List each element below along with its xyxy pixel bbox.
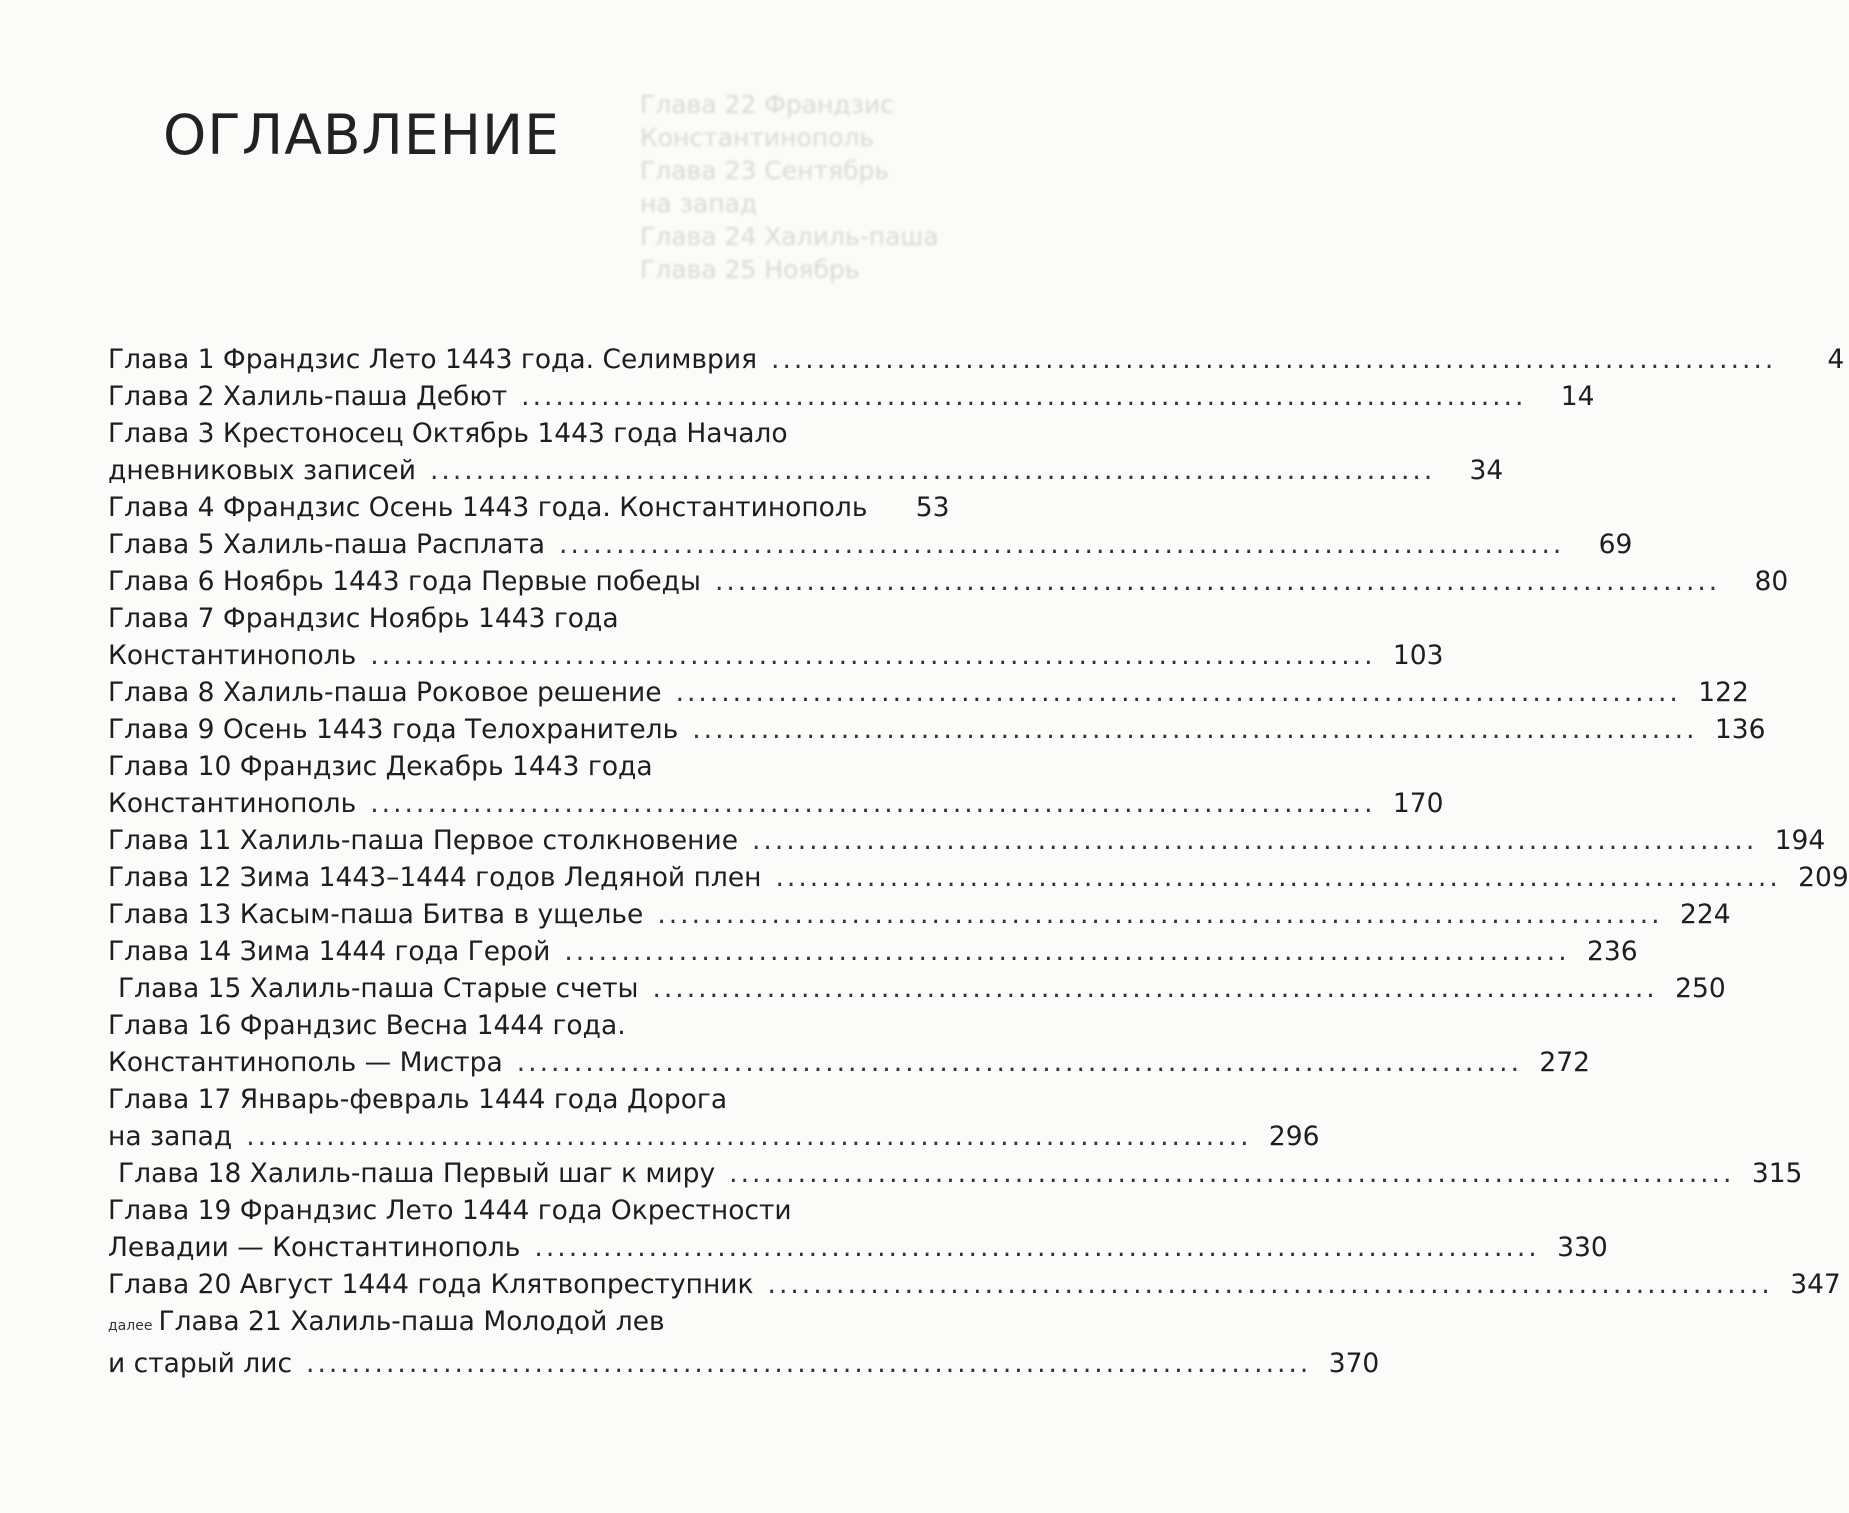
chapter-title: на запад: [108, 1121, 233, 1152]
toc-line: [108, 600, 912, 637]
bleed-through-line: Константинополь: [640, 123, 875, 152]
page-number: 315: [1751, 1158, 1803, 1189]
page-number: 136: [1714, 714, 1766, 745]
bleed-through-line: Глава 23 Сентябрь: [640, 156, 890, 185]
toc-line: [108, 637, 1444, 674]
toc-entry: [108, 933, 1638, 970]
toc-line: [108, 415, 912, 452]
bleed-through-line: Глава 25 Ноябрь: [640, 255, 860, 284]
toc-line: [108, 896, 1731, 933]
dot-leader: ........................................................................................: [714, 566, 1721, 597]
toc-entry: [108, 711, 1766, 748]
toc-entry: [108, 674, 1749, 711]
toc-line: [108, 1303, 912, 1345]
toc-entry: [108, 1303, 1380, 1382]
toc-line: [108, 1081, 912, 1118]
dot-leader: ........................................................................................: [771, 344, 1777, 375]
chapter-title: Константинополь: [108, 640, 357, 671]
page-number: 250: [1675, 973, 1726, 1004]
toc-line: [108, 526, 1633, 563]
dot-leader: ........................................................................................: [564, 936, 1570, 967]
page-number: 4: [1827, 344, 1845, 375]
chapter-title: Глава 11 Халиль-паша Первое столкновение: [108, 825, 738, 856]
toc-line: [108, 341, 1845, 378]
chapter-title: Глава 6 Ноябрь 1443 года Первые победы: [108, 566, 701, 597]
toc-entry: [108, 970, 1726, 1007]
chapter-title: Глава 12 Зима 1443–1444 годов Ледяной плен: [108, 862, 762, 893]
chapter-title: Глава 2 Халиль-паша Дебют: [108, 381, 508, 412]
dot-leader: ........................................................................................: [657, 899, 1663, 930]
dot-leader: ........................................................................................: [246, 1121, 1252, 1152]
toc-line: [108, 452, 1504, 489]
chapter-title: Глава 4 Франдзис Осень 1443 года. Константинополь: [108, 492, 868, 523]
chapter-title: Глава 3 Крестоносец Октябрь 1443 года Начало: [108, 418, 788, 449]
dot-leader: ........................................................................................: [534, 1232, 1540, 1263]
dot-leader: ........................................................................................: [692, 714, 1698, 745]
dot-leader: ........................................................................................: [429, 455, 1436, 486]
page-title: ОГЛАВЛЕНИЕ: [163, 103, 560, 167]
toc-entry: [108, 415, 1504, 489]
chapter-title: Глава 9 Осень 1443 года Телохранитель: [108, 714, 679, 745]
dot-leader: ........................................................................................: [559, 529, 1565, 560]
chapter-title: Глава 1 Франдзис Лето 1443 года. Селимврия: [108, 344, 758, 375]
dot-leader: ........................................................................................: [767, 1269, 1773, 1300]
table-of-contents: [108, 341, 1849, 1382]
page-number: 34: [1469, 455, 1504, 486]
page-number: 296: [1268, 1121, 1320, 1152]
dot-leader: ........................................................................................: [729, 1158, 1735, 1189]
toc-line: [108, 970, 1726, 1007]
page-number: 14: [1560, 381, 1595, 412]
chapter-title: Глава 10 Франдзис Декабрь 1443 года: [108, 751, 653, 782]
toc-entry: [108, 1155, 1803, 1192]
page-number: 272: [1539, 1047, 1590, 1078]
toc-entry: [108, 378, 1595, 415]
page-number: 122: [1698, 677, 1749, 708]
chapter-title: Глава 14 Зима 1444 года Герой: [108, 936, 551, 967]
page-number: 170: [1392, 788, 1444, 819]
page-number: 224: [1680, 899, 1731, 930]
page-number: 347: [1790, 1269, 1841, 1300]
chapter-title: Глава 19 Франдзис Лето 1444 года Окрестности: [108, 1195, 792, 1226]
chapter-title: и старый лис: [108, 1348, 293, 1379]
toc-entry: [108, 896, 1731, 933]
toc-line: [108, 1345, 1380, 1382]
toc-line: [108, 674, 1749, 711]
chapter-title: Глава 13 Касым-паша Битва в ущелье: [108, 899, 644, 930]
page-number: 103: [1392, 640, 1444, 671]
page-number: 370: [1328, 1348, 1380, 1379]
page-number: 236: [1587, 936, 1638, 967]
toc-entry: [108, 859, 1849, 896]
chapter-title: Глава 21 Халиль-паша Молодой лев: [158, 1306, 665, 1337]
chapter-title: Глава 20 Август 1444 года Клятвопреступник: [108, 1269, 754, 1300]
toc-line: [108, 822, 1826, 859]
dot-leader: ........................................................................................: [306, 1348, 1312, 1379]
toc-line: [108, 711, 1766, 748]
bleed-through-text: [640, 88, 1020, 286]
toc-line: [108, 859, 1849, 896]
chapter-title: Константинополь: [108, 788, 357, 819]
page-number: 53: [915, 492, 950, 523]
chapter-title: Глава 8 Халиль-паша Роковое решение: [108, 677, 662, 708]
toc-entry: [108, 563, 1789, 600]
toc-line: [108, 1266, 1841, 1303]
toc-entry: [108, 822, 1826, 859]
toc-line: [108, 378, 1595, 415]
chapter-title: Константинополь — Мистра: [108, 1047, 503, 1078]
page-number: 330: [1557, 1232, 1608, 1263]
toc-line: [108, 785, 1444, 822]
dot-leader: ........................................................................................: [370, 640, 1376, 671]
toc-line: [108, 1118, 1320, 1155]
dot-leader: ........................................................................................: [675, 677, 1681, 708]
toc-entry: [108, 341, 1845, 378]
toc-entry: [108, 1266, 1841, 1303]
toc-entry: [108, 489, 950, 526]
page-number: 69: [1598, 529, 1633, 560]
chapter-title: Глава 7 Франдзис Ноябрь 1443 года: [108, 603, 619, 634]
toc-line: [108, 1192, 912, 1229]
toc-line: [108, 1155, 1803, 1192]
toc-line: [108, 489, 950, 526]
dot-leader: ........................................................................................: [516, 1047, 1522, 1078]
toc-entry: [108, 1081, 1320, 1155]
toc-entry: [108, 1007, 1590, 1081]
toc-line: [108, 1007, 912, 1044]
dot-leader: ........................................................................................: [521, 381, 1527, 412]
toc-entry: [108, 600, 1444, 674]
toc-line: [108, 933, 1638, 970]
dot-leader: ........................................................................................: [370, 788, 1376, 819]
dot-leader: ........................................................................................: [752, 825, 1758, 856]
bleed-through-line: Глава 22 Франдзис: [640, 90, 894, 119]
toc-entry: [108, 526, 1633, 563]
toc-entry: [108, 1192, 1608, 1266]
toc-line: [108, 748, 912, 785]
chapter-title: Глава 18 Халиль-паша Первый шаг к миру: [118, 1158, 716, 1189]
toc-entry: [108, 748, 1444, 822]
continued-note: далее: [108, 1318, 153, 1334]
chapter-title: Глава 16 Франдзис Весна 1444 года.: [108, 1010, 626, 1041]
chapter-title: Глава 15 Халиль-паша Старые счеты: [118, 973, 639, 1004]
dot-leader: ........................................................................................: [775, 862, 1781, 893]
toc-line: [108, 1044, 1590, 1081]
bleed-through-line: Глава 24 Халиль-паша: [640, 222, 939, 251]
page-number: 209: [1798, 862, 1849, 893]
chapter-title: Глава 5 Халиль-паша Расплата: [108, 529, 546, 560]
chapter-title: Глава 17 Январь-февраль 1444 года Дорога: [108, 1084, 728, 1115]
page-number: 80: [1754, 566, 1789, 597]
toc-line: [108, 563, 1789, 600]
chapter-title: Левадии — Константинополь: [108, 1232, 521, 1263]
toc-line: [108, 1229, 1608, 1266]
chapter-title: дневниковых записей: [108, 455, 416, 486]
bleed-through-line: на запад: [640, 189, 758, 218]
dot-leader: ........................................................................................: [652, 973, 1658, 1004]
page-number: 194: [1774, 825, 1826, 856]
